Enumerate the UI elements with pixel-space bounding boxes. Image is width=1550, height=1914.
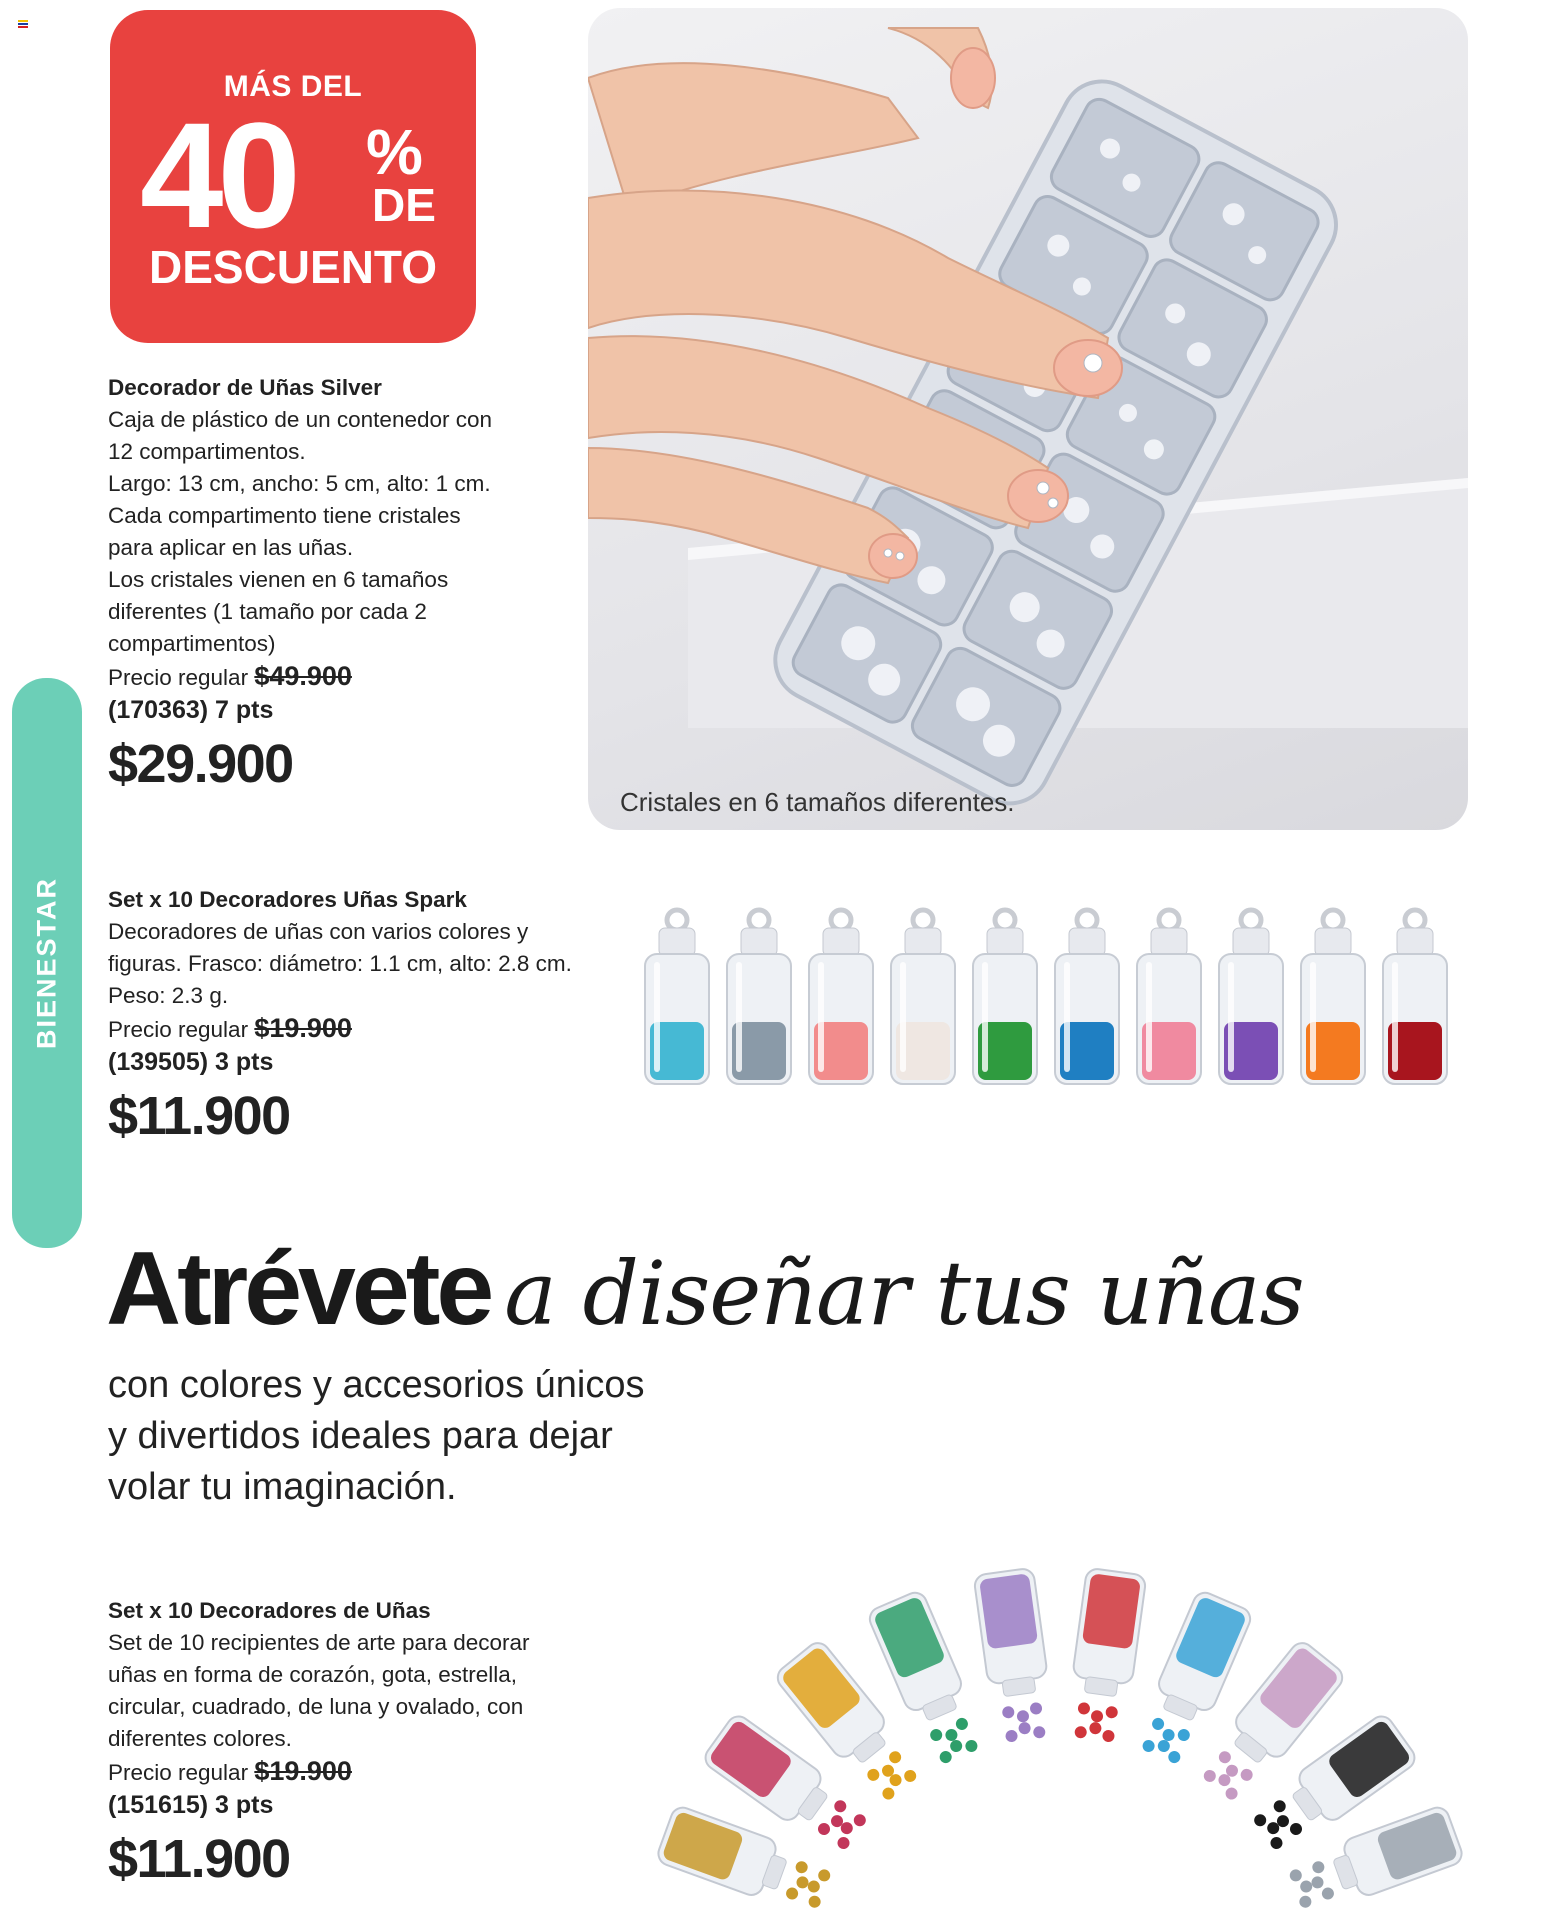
photo-caption: Cristales en 6 tamaños diferentes. bbox=[620, 787, 1015, 817]
regular-price: $49.900 bbox=[254, 661, 352, 691]
jar-9 bbox=[1301, 910, 1365, 1084]
regular-price-label: Precio regular bbox=[108, 1760, 249, 1785]
product-desc-line: circular, cuadrado, de luna y ovalado, con bbox=[108, 1694, 524, 1719]
fan-jar-5 bbox=[973, 1568, 1056, 1745]
product-name: Set x 10 Decoradores de Uñas bbox=[108, 1598, 431, 1623]
flag-icon bbox=[18, 20, 28, 27]
headline-bold: Atrévete bbox=[106, 1231, 491, 1347]
decoradores-jars-fan bbox=[590, 1500, 1520, 1914]
regular-price: $19.900 bbox=[254, 1756, 352, 1786]
product-desc-line: Decoradores de uñas con varios colores y bbox=[108, 919, 529, 944]
product-desc-line: Peso: 2.3 g. bbox=[108, 983, 229, 1008]
badge-number: 40 bbox=[140, 91, 295, 259]
fan-jar-10 bbox=[1285, 1804, 1465, 1914]
badge-line3: DESCUENTO bbox=[149, 241, 437, 293]
product-name: Decorador de Uñas Silver bbox=[108, 375, 382, 400]
discount-badge bbox=[110, 10, 476, 343]
offer-price: $11.900 bbox=[108, 1086, 290, 1146]
product-silver bbox=[108, 372, 568, 794]
badge-line1: MÁS DEL bbox=[223, 70, 363, 103]
product-code-points: (170363) 7 pts bbox=[108, 696, 274, 724]
badge-percent: % bbox=[366, 116, 423, 188]
product-desc-line: 12 compartimentos. bbox=[108, 439, 306, 464]
regular-price: $19.900 bbox=[254, 1013, 352, 1043]
jar-6 bbox=[1055, 910, 1119, 1084]
jar-4 bbox=[891, 910, 955, 1084]
product-desc-line: diferentes (1 tamaño por cada 2 bbox=[108, 599, 427, 624]
product-desc-line: Largo: 13 cm, ancho: 5 cm, alto: 1 cm. bbox=[108, 471, 491, 496]
product-desc-line: uñas en forma de corazón, gota, estrella, bbox=[108, 1662, 517, 1687]
fan-jar-1 bbox=[655, 1804, 835, 1914]
jar-8 bbox=[1219, 910, 1283, 1084]
jar-10 bbox=[1383, 910, 1447, 1084]
product-decoradores bbox=[108, 1595, 628, 1889]
headline-subtext bbox=[108, 1360, 644, 1513]
subtext-line: volar tu imaginación. bbox=[108, 1466, 457, 1508]
fan-jar-6 bbox=[1064, 1568, 1147, 1745]
product-desc-line: diferentes colores. bbox=[108, 1726, 292, 1751]
jar-2 bbox=[727, 910, 791, 1084]
offer-price: $29.900 bbox=[108, 734, 293, 794]
regular-price-row bbox=[108, 660, 568, 694]
badge-de: DE bbox=[372, 179, 436, 231]
subtext-line: y divertidos ideales para dejar bbox=[108, 1415, 613, 1457]
section-tab[interactable] bbox=[12, 678, 82, 1248]
product-code-points: (139505) 3 pts bbox=[108, 1048, 274, 1076]
jar-3 bbox=[809, 910, 873, 1084]
product-photo-silver bbox=[588, 8, 1468, 830]
regular-price-row bbox=[108, 1012, 628, 1046]
regular-price-label: Precio regular bbox=[108, 665, 249, 690]
jar-7 bbox=[1137, 910, 1201, 1084]
product-name: Set x 10 Decoradores Uñas Spark bbox=[108, 887, 467, 912]
spark-jars-row bbox=[630, 900, 1470, 1100]
product-desc-line: Los cristales vienen en 6 tamaños bbox=[108, 567, 449, 592]
product-desc-line: compartimentos) bbox=[108, 631, 276, 656]
jar-5 bbox=[973, 910, 1037, 1084]
product-desc-line: Set de 10 recipientes de arte para decorar bbox=[108, 1630, 530, 1655]
offer-price: $11.900 bbox=[108, 1829, 290, 1889]
section-tab-label: BIENESTAR bbox=[31, 876, 62, 1050]
product-desc-line: figuras. Frasco: diámetro: 1.1 cm, alto: 2.8 cm. bbox=[108, 951, 572, 976]
nail-case-illustration bbox=[588, 8, 1468, 830]
product-desc-line: para aplicar en las uñas. bbox=[108, 535, 354, 560]
product-spark bbox=[108, 884, 628, 1146]
regular-price-row bbox=[108, 1755, 628, 1789]
jar-1 bbox=[645, 910, 709, 1084]
product-code-points: (151615) 3 pts bbox=[108, 1791, 274, 1819]
headline-italic: a diseñar tus uñas bbox=[504, 1242, 1304, 1345]
regular-price-label: Precio regular bbox=[108, 1017, 249, 1042]
product-desc-line: Cada compartimento tiene cristales bbox=[108, 503, 461, 528]
headline bbox=[106, 1230, 1304, 1349]
subtext-line: con colores y accesorios únicos bbox=[108, 1364, 645, 1406]
product-desc-line: Caja de plástico de un contenedor con bbox=[108, 407, 493, 432]
